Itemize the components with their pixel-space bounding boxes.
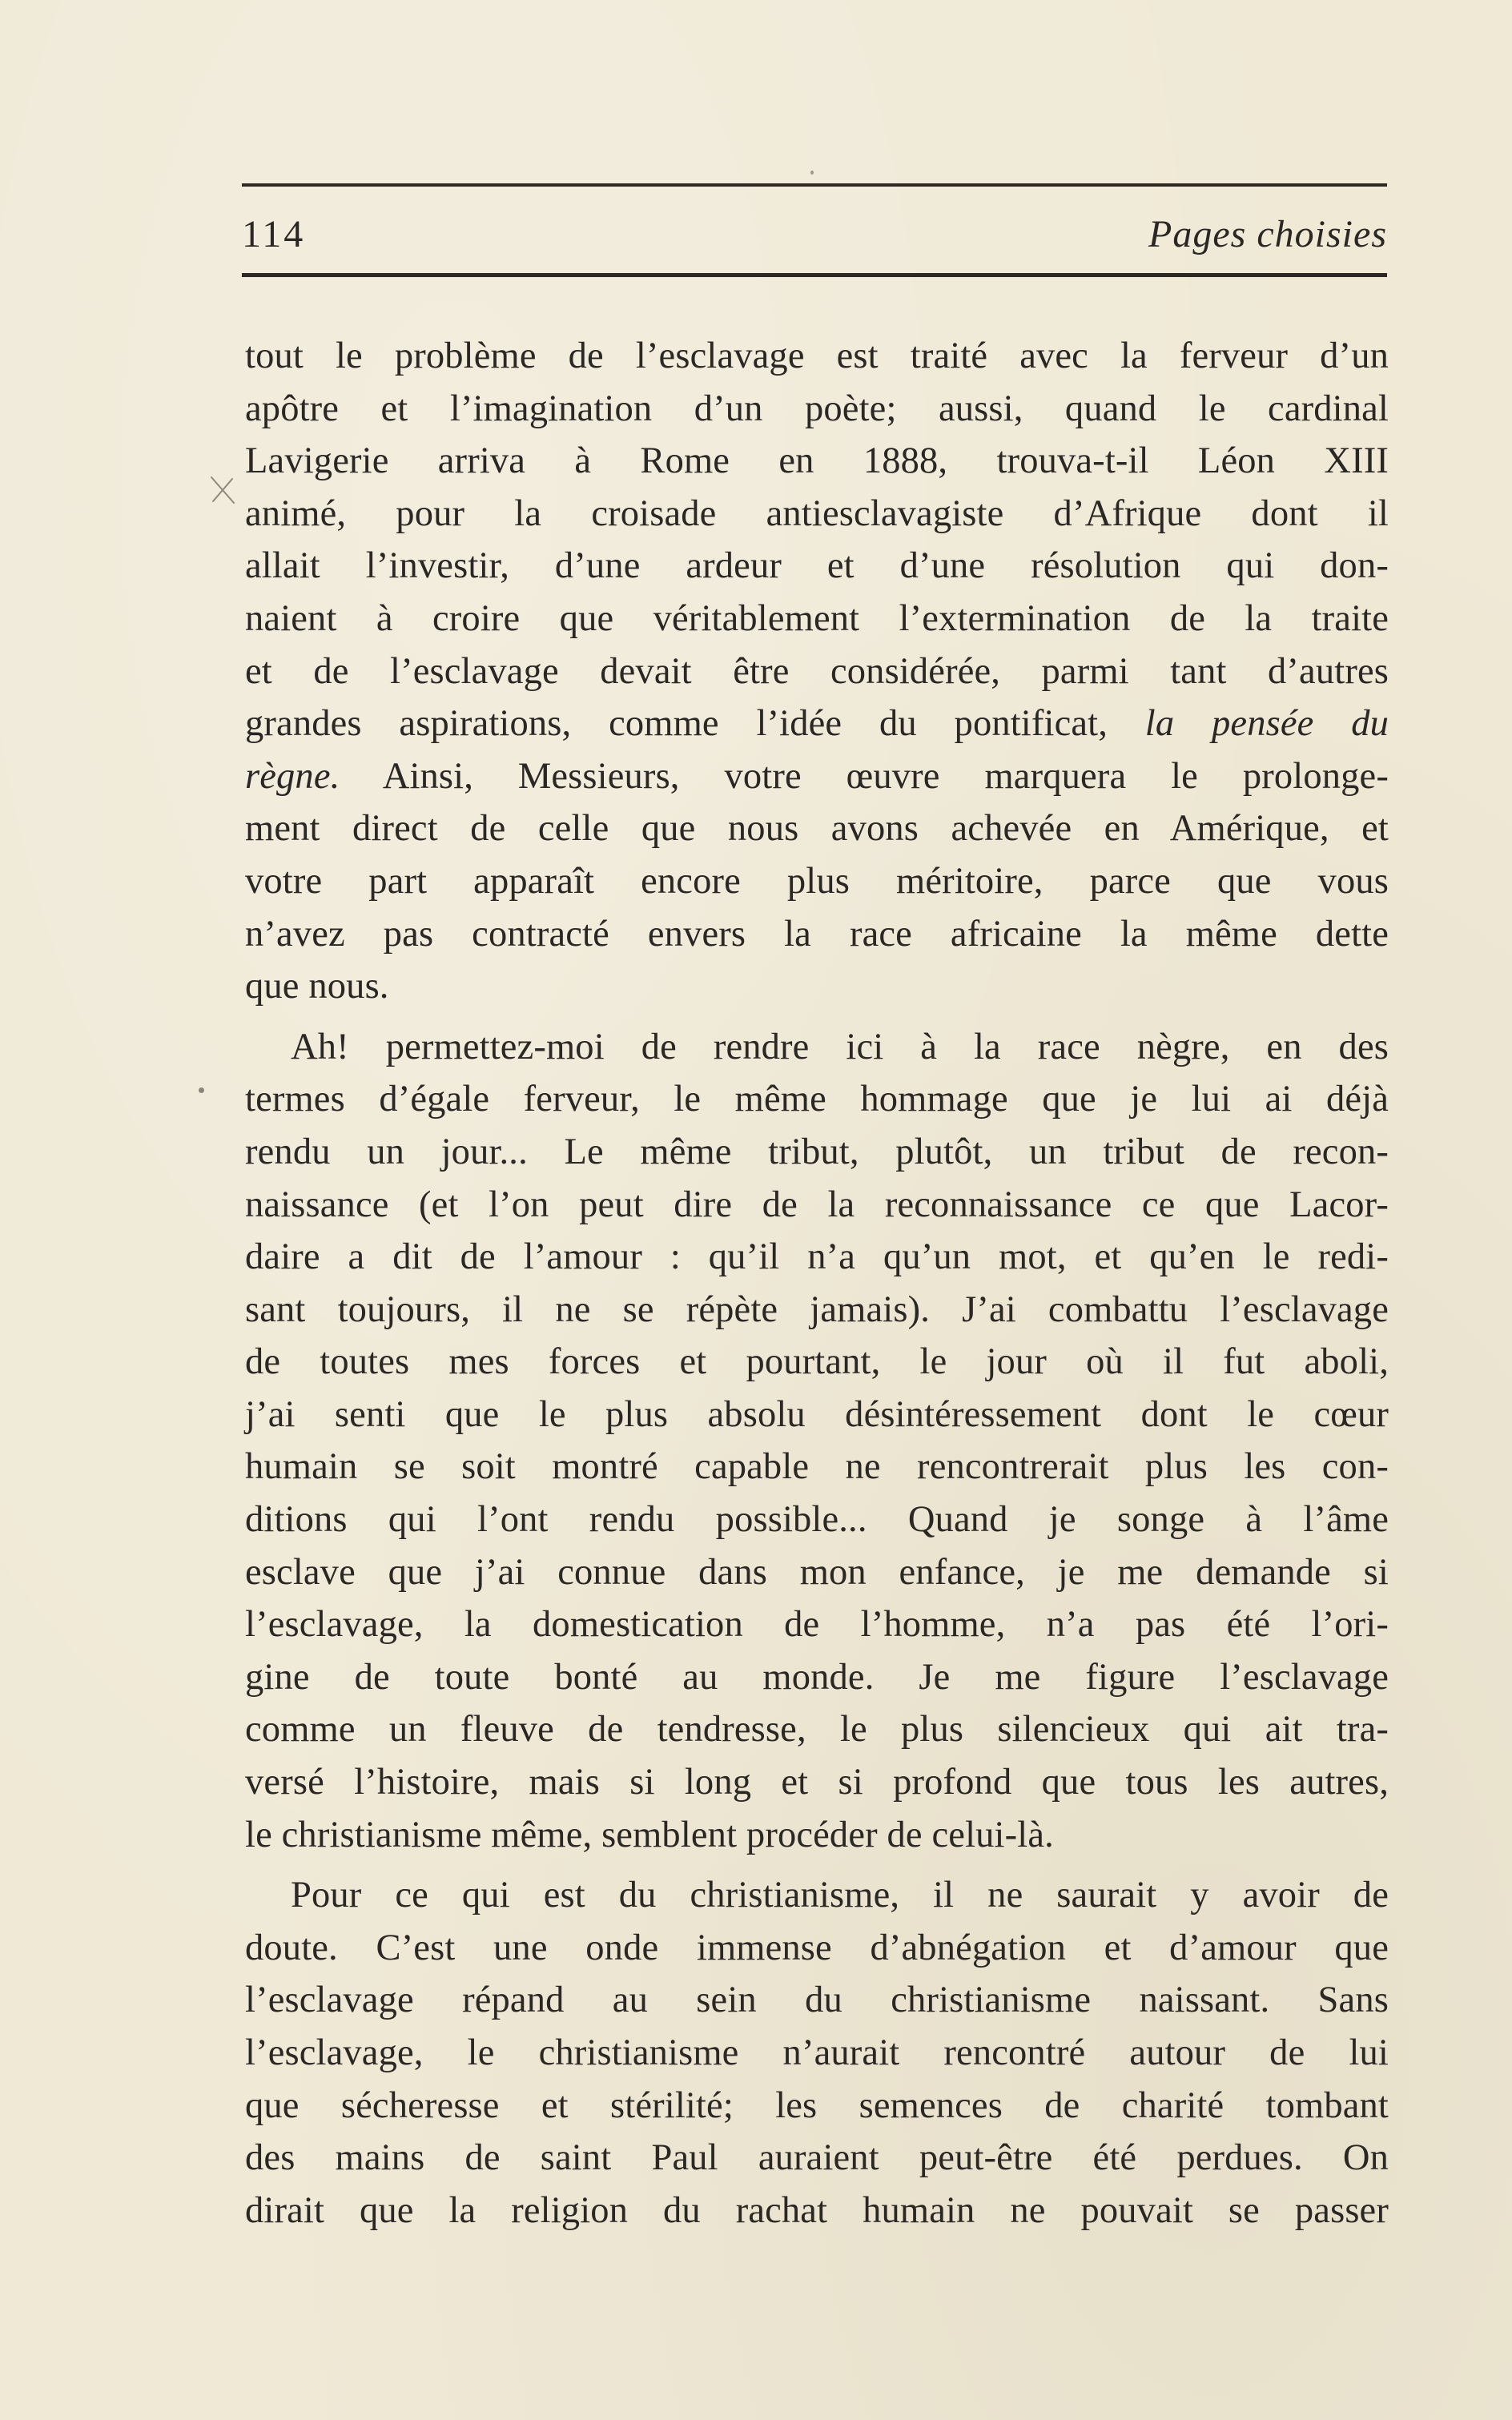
paragraph-3 xyxy=(245,1869,1389,2237)
text-line: termes d’égale ferveur, le même hommage que je lui ai déjà xyxy=(245,1079,1389,1120)
text-line: que nous. xyxy=(245,966,389,1007)
body-text xyxy=(245,330,1389,2237)
text-line: naient à croire que véritablement l’extermination de la traite xyxy=(245,597,1389,639)
text-run: Ainsi, Messieurs, votre œuvre marquera le prolonge- xyxy=(340,755,1389,797)
text-line: et de l’esclavage devait être considérée, parmi tant d’autres xyxy=(245,650,1389,692)
text-line: ditions qui l’ont rendu possible... Quand je songe à l’âme xyxy=(245,1499,1389,1541)
text-line: esclave que j’ai connue dans mon enfance, je me demande si xyxy=(245,1551,1389,1593)
text-line: doute. C’est une onde immense d’abnégation et d’amour que xyxy=(245,1927,1389,1968)
text-line: apôtre et l’imagination d’un poète; aussi, quand le cardinal xyxy=(245,388,1389,429)
header-rule-bottom xyxy=(242,273,1387,277)
text-line: l’esclavage, le christianisme n’aurait rencontré autour de lui xyxy=(245,2032,1389,2073)
text-line: sant toujours, il ne se répète jamais). J’ai combattu l’esclavage xyxy=(245,1288,1389,1330)
text-line: Pour ce qui est du christianisme, il ne saurait y avoir de xyxy=(291,1875,1389,1916)
text-line: animé, pour la croisade antiesclavagiste d’Afrique dont il xyxy=(245,492,1389,534)
paragraph-2 xyxy=(245,1021,1389,1862)
text-line: allait l’investir, d’une ardeur et d’une résolution qui don- xyxy=(245,545,1389,587)
ink-speck xyxy=(810,171,814,175)
text-line: que sécheresse et stérilité; les semences de charité tombant xyxy=(245,2084,1389,2126)
text-line: n’avez pas contracté envers la race africaine la même dette xyxy=(245,913,1389,955)
text-line: Lavigerie arriva à Rome en 1888, trouva-t-il Léon XIII xyxy=(245,440,1389,482)
text-line: tout le problème de l’esclavage est traité avec la ferveur d’un xyxy=(245,336,1389,376)
text-line: de toutes mes forces et pourtant, le jour où il fut aboli, xyxy=(245,1341,1389,1383)
text-line: l’esclavage, la domestication de l’homme, n’a pas été l’ori- xyxy=(245,1604,1389,1646)
text-line: votre part apparaît encore plus méritoire, parce que vous xyxy=(245,860,1389,902)
running-title: Pages choisies xyxy=(1148,213,1387,255)
header-rule-top xyxy=(242,183,1387,187)
text-line: naissance (et l’on peut dire de la reconnaissance ce que Lacor- xyxy=(245,1184,1389,1225)
text-line: dirait que la religion du rachat humain ne pouvait se passer xyxy=(245,2189,1389,2231)
italic-phrase: la pensée du xyxy=(1144,703,1389,745)
text-run: grandes aspirations, comme l’idée du pontificat, xyxy=(245,703,1108,745)
pencil-mark-icon xyxy=(205,472,240,508)
text-line: comme un fleuve de tendresse, le plus silencieux qui ait tra- xyxy=(245,1709,1389,1751)
text-line: ment direct de celle que nous avons achevée en Amérique, et xyxy=(245,808,1389,850)
margin-dot-mark xyxy=(199,1087,204,1093)
text-line: humain se soit montré capable ne rencontrerait plus les con- xyxy=(245,1446,1389,1488)
text-line-with-italic xyxy=(245,750,1389,803)
text-line: j’ai senti que le plus absolu désintéressement dont le cœur xyxy=(245,1393,1389,1435)
running-header xyxy=(242,207,1387,263)
text-line: versé l’histoire, mais si long et si profond que tous les autres, xyxy=(245,1762,1389,1803)
text-line: daire a dit de l’amour : qu’il n’a qu’un mot, et qu’en le redi- xyxy=(245,1236,1389,1278)
text-line: l’esclavage répand au sein du christianisme naissant. Sans xyxy=(245,1980,1389,2021)
text-line: Ah! permettez-moi de rendre ici à la race nègre, en des xyxy=(291,1026,1389,1067)
text-line: des mains de saint Paul auraient peut-être été perdues. On xyxy=(245,2137,1389,2179)
text-line: le christianisme même, semblent procéder de celui-là. xyxy=(245,1814,1054,1855)
text-line: gine de toute bonté au monde. Je me figure l’esclavage xyxy=(245,1656,1389,1698)
page-number: 114 xyxy=(242,213,306,255)
paragraph-1 xyxy=(245,330,1389,1013)
text-line: rendu un jour... Le même tribut, plutôt, un tribut de recon- xyxy=(245,1131,1389,1172)
italic-word: règne. xyxy=(245,755,340,797)
text-line-with-italic xyxy=(245,697,1389,750)
